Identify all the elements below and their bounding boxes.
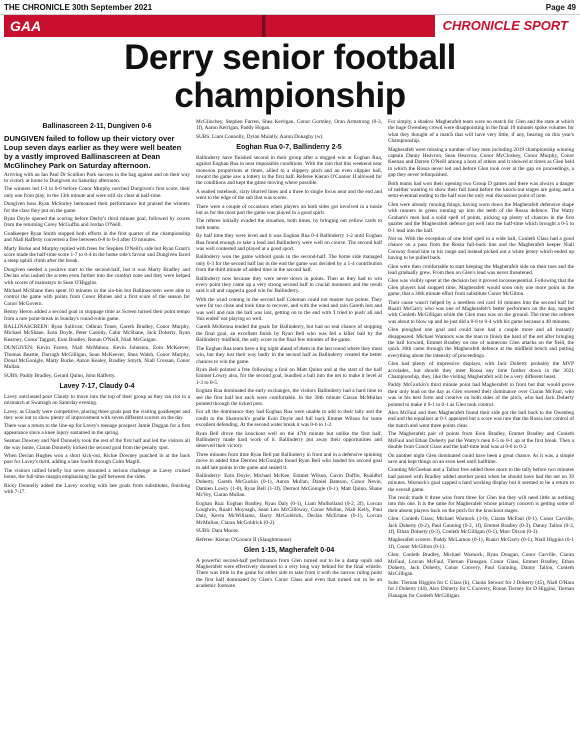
paragraph: The Magherafelt pair of points from Eoin Bradley, Emmet Bradley and Conleth McFaul and Ethan Doherty put the Watty's men 0-5 to 0-1 up at the first break. Then a double from Conor Glass and the half-time lead was at 0-6 to 0-2. xyxy=(388,431,574,451)
paragraph: Three minutes from time Ryan Bell put Ballinderry in front and in a defensive spinning move in added time Dermot McGonigle found Ryan Bell who landed his second goal to add late points in the game and sealed it. xyxy=(196,451,382,471)
page-number: Page 49 xyxy=(545,2,576,12)
column-3 xyxy=(388,119,574,601)
paragraph: McGlinchey, Stephen Farren, Shea Kerrigan, Conor Gormley, Oran Armstrong (0-3, 1f), Aaron Kerrigan, Paddy Hogan. xyxy=(196,119,382,132)
match-result: Lavey 7-17, Claudy 0-4 xyxy=(59,383,135,391)
paragraph: The winners led 1-3 to 0-6 before Conor Murphy notched Dungiven's first score, their only one from play, in the 13th minute and were still six clear at half-time. xyxy=(4,186,190,199)
paragraph: Lavey, as Claudy were competitive, placing three goals past the visiting goalkeeper and they won out to show plenty of improvement with seven different scorers on the day. xyxy=(4,408,190,421)
paragraph: A seabed notebook, sixty blurred lines and a three to single focus near and the end and went to the edge of the sub that was scores. xyxy=(196,188,382,202)
column-2 xyxy=(196,119,382,601)
paragraph: Ballinderry won the game without goals in the second-half. The home side managed only 0-3 for the second half but in the end the game was decided by a 1-4 contribution from the third minute of added time in the second half. xyxy=(196,254,382,274)
paragraph: The result made it three wins from three for Glen but they will need little as nothing into this one. It is the same for Magherafelt whose primary concern is getting some of their absent players back on the pitch for the knockout stages. xyxy=(388,494,574,514)
match-result: Ballinascreen 2-11, Dungiven 0-6 xyxy=(42,123,152,130)
paragraph: Seamus Downey and Neil Donnelly took the rest of the first half and led the visitors all the way home, Ciaran Donnelly kicked the second goal from the penalty spot. xyxy=(4,438,190,451)
page-header xyxy=(0,0,580,15)
team-list: Eoghan Rua: Eoghan Bradley, Ryan Daly (0-1), Liam Mulholland (0-2, 2f), Lorcan Loughrin, Ruairi Moynagh, Sean Leo McGilloway, Conor Mullan, Niall Kelly, Paul Daly, Kevin McWilliams, Barry McGoldrick, Declan McErlane (0-1), Lorcan McMullan, Ciaran McGoldrick (0-2). xyxy=(196,500,382,526)
paragraph: The Eoghan Rua team have a big night ahead of them in the last round where they must win, but they lost their way badly in the second half as Ballinderry created the better chances to win the game. xyxy=(196,345,382,365)
lead-paragraph: DUNGIVEN failed to follow up their victory over Loup seven days earlier as they were well beaten by a vastly improved Ballinascreen at Dean McGlinchey Park on Saturday afternoon. xyxy=(4,133,182,170)
paragraph: There were a couple of occasions when players on both sides got involved in a tussle but as for the most part the game was played in a good spirit. xyxy=(196,203,382,216)
paragraph: Dungiven boss Ryan McSorley bemoaned their performance but praised the winners for the class they put on the game. xyxy=(4,201,190,214)
referee: Referee: Kieran O'Connor II (Slaughtmanus) xyxy=(196,536,292,543)
paragraph: Goalkeeper Ryan Smith stopped both efforts in the first quarter of the championship and Niall Rafferty converted a free between 0-8 to 0-4 after 19 minutes. xyxy=(4,230,190,244)
paragraph: Glen ploughed one goal and could have had a couple more and all instantly disappeared. Michael Warnock was the man to finish the hard of the net after bringing the ball forward, Emmet Bradley on one of numerous Glen attacks on the field, the quick 30th came through the Magherafelt defence at the midfield bench and putting everything about the intensity of proceedings. xyxy=(388,327,574,359)
paragraph: For simply, a shadow Magherafelt team were no match for Glen and the state at which the huge Owenbeg crowd were disappointing in the final 10 minutes spoke volumes for what they thought of a match that will have very little, if any, bearing on this year's Championship. xyxy=(388,119,574,145)
subs-list: SUBS: Dara Moore. xyxy=(196,528,240,535)
paragraph: Glen had plenty of impressive displays, with Jack Doherty probably the MVP accolades, but should they meet Rossa any time further down in the 2021 Championship, they, like the visiting Magherafelt will be a very different beast. xyxy=(388,361,574,381)
paragraph: Glen were then comfortable to start keeping the Magherafelt side on their toes and the lead gradually grew. From then on Glen's lead was never threatened. xyxy=(388,263,574,276)
paragraph: Ryan Bell drove the knockout well on the 47th minute but unlike the first half, Ballinderry made hard work of it. Ballinderry put away their opportunities and deserved their victory. xyxy=(196,430,382,450)
paragraph: The visitors rallied briefly but never mounted a serious challenge as Lavey cruised home, the full-time margin emphasising the gulf between the sides. xyxy=(4,467,190,481)
team-list: Glen: Conleth Bradley, Michael Warnock, Ryan Dougan, Conor Carville, Ciaran McFaul, Lorcan McFaul, Tiernan Flanagan, Conor Glass, Emmet Bradley, Ethan Doherty, Jack Doherty, Conor Convery, Paul Gunning, Danny Tallon, Conleth McGilligan. xyxy=(388,552,574,578)
match-result: Glen 1-15, Magherafelt 0-04 xyxy=(243,547,335,555)
paragraph: Marty Burke and Murphy replied with frees for Stephen O'Neill's side but Ryan Grant's score made the half-time score 1-7 to 0-4 in the home side's favour and Dungiven faced a steep uphill climb after the break. xyxy=(4,245,190,265)
headline: Derry senior football championship xyxy=(124,38,456,115)
section-banner xyxy=(4,15,576,37)
paragraph: Alex McFaul and then Magherafelt found their side got the ball back to the Owenbeg end and the equalizer at 0-1 appeared but a score was rare that the Rossa lost control of the match and went three points clear. xyxy=(388,410,574,429)
paragraph: Benny Heron added a second goal in stoppage time as Screen turned their point tempo from a rare point-break in Sunday's round-robin game. xyxy=(4,309,190,322)
paragraph: Not so. With the exception of one brief spell in a wide ball, Conleth Glass had a good chance on a pass from the Rossa full-back line and the Magherafelt keeper Niall Conway found him in his range and instead picked out a white jersey which ended up having to be pulled back. xyxy=(388,235,574,262)
team-list: BALLINASCREEN: Ryan Sullivan; Odhran Toner, Gareth Bradley, Conor Murphy, Michael McShane, Eoin Doyle, Peter Cassidy, Cahir McShane, Jack Doherty, Ryan Kearney, Conor Taggart, Eoin Bradley, Ronan O'Neill, Niall McGuigan. xyxy=(4,324,190,343)
team-list: Magherafelt scorers: Paddy McLarnon (0-1), Ruairi McGarry (0-1), Niall Higgins (0-1 1f), Conor McGilton (0-1). xyxy=(388,537,574,550)
paragraph: Ballinderry now because they were never down in points. Then as they had to win every point they came up a very strong second half in crucial moments and the result said it all and capped a good win for Ballinderry. xyxy=(196,275,382,295)
paragraph: On another night Glen dominated could have been a great chance. As it was, a simple save and kept things on an even keel until halftime. xyxy=(388,452,574,465)
banner-stripe xyxy=(50,15,435,37)
paragraph: Ricky Donnelly added the Lavey scoring with late goals from substitutes, finishing with 7-17. xyxy=(4,482,190,496)
match-result: Eoghan Rua 0-7, Ballinderry 2-5 xyxy=(236,144,342,152)
team-list: Ballinderry: Eoin Doyle, Michael McKee, Emmet Wilson, Gavin Duffin, Ruaidhrí Doherty, Gareth McGuckin (0-1), Aaron Mullan, Daniel Bateson, Conor Nevin, Damien Lowry (1-0), Ryan Bell (1-3f), Dermot McGonigle (0-1), Matt Quinn, Shane McVey, Ciaran Mullan. xyxy=(196,473,382,499)
article-columns xyxy=(0,119,580,601)
subs-list: Subs: Tiernan Higgins for C Glass (h), Ciarán Stewart for J Doherty (45), Niall O'Hara for J Doherty (44), Alex Doherty for C Convery, Ronan Tierney for D Higgins, Tiernan Flanagan for Conleth McGilligan. xyxy=(388,579,574,599)
paragraph: Glen were already running things, having worn down the Magherafelt defensive shape with runners in green running up into the teeth of the Rossa defence. The Watty Graham's men had a solid spell of points, picking up plenty of chances in the first quarter and the Magherafelt defence got well into the half-time which brought a 0-5 to 0-1 lead into the half. xyxy=(388,201,574,234)
paragraph: Gareth McKenna tended the goals for Ballinderry, but had no real chance of stopping the final goal, an excellent finish by Ryan Bell who was fed a killer ball by the Ballinderry midfield, the only score in the final few minutes of the game. xyxy=(196,324,382,344)
paragraph: Magherafelt were missing a number of key men including 2019 championship winning captain Danny Heavron, Sean Heavron, Conor McCloskey, Conor Murphy, Conor Keenan and Darren O'Neill among a host of others and it showed at times as Glen held in which the Rossa never led and before Glen took over at the gap on proceedings, a gap they never relinquished. xyxy=(388,146,574,179)
paragraph: Their cause wasn't helped by a needless red card 10 minutes into the second half for Ruairi McGarry who was one of Magherafelt's better performers on the day, tangled with Conleth McGilligan while the Glen man was on the ground. The time the referee was about to blow up and he just did a 0-6 to 0-4 with his game because a 40 minutes. xyxy=(388,299,574,325)
paragraph: Eoghan Rua dominated the early exchanges, the visitors Ballinderry had a hard time to see the first half but each were comfortable. In the 30th minute Ciaran McMullan pointed through the ticked post. xyxy=(196,388,382,407)
paragraph: By half time they were level and it was Eoghan Rua 0-4 Ballinderry 1-2 until Eoghan Rua found enough to take a lead and Ballinderry were well on course. The second half was well contested and played at a good sport. xyxy=(196,233,382,252)
subs-list: SUBS: Paddy Bradley, Gerard Quinn, John Rafferty. xyxy=(4,372,116,379)
column-1 xyxy=(4,119,190,601)
paragraph: There was a return to the line-up for Lavey's teenage prospect Jamie Duggan for a first appearance since a knee injury sustained in the spring. xyxy=(4,423,190,436)
paragraph: Granting McGeehan and a Tallon free added three more to the tally before two minutes had passed with Bradley added another point when he should have had the net on 39 minutes. Warnock's goal capped a hard working display but it seemed to be a return to the overall game. xyxy=(388,467,574,493)
paragraph: When Declan Hughes won a short kick-out, Richie Downey punched in at the back post for Lavey's third, adding a late fourth through Colm Magill. xyxy=(4,453,190,466)
team-list: Glen: Conleth Glass; Michael Warnock (1-0), Ciaran McFaul (0-1), Conor Carville, Jack Doherty (0-2), Paul Gunning (0-2, 1f), Emmet Bradley (0-3), Danny Tallon (0-3, 1f), Ethan Doherty (0-3), Conleth McGilligan (0-1), Marc Dixon (0-1). xyxy=(388,516,574,535)
paragraph: With the wind coming in the second half Coleman could not muster two points. They were far too close and took time to recover, and with the wind and rain Gareth lost and was well and rain the ball was lost, getting on to the end with 'I tried to push' all and 'this ended' not playing so well. xyxy=(196,296,382,323)
gaa-logo: GAA xyxy=(10,18,42,34)
paragraph: The referee initially evaded the situation, both times, by bringing out yellow cards to both teams. xyxy=(196,218,382,231)
paragraph: For all the dominance they had Eoghan Rua were unable to add to their tally and the credit to the Shamrock's goalie Eoin Doyle and full back Emmet Wilson for some excellent defending. At the second water break it was 0-6 to 1-2. xyxy=(196,409,382,429)
paragraph: Ryan Bell pointed a free following a foul on Matt Quinn and at the start of the half Emmet Lowry also, for the second goal, bundled a ball into the net to make it level at 1-3 to 0-5. xyxy=(196,366,382,386)
paragraph: Ryan Doyle opened the scoring before Derby's third minute goal, followed by scores from the returning Corey McGuffin and Jordan O'Neill. xyxy=(4,215,190,229)
paragraph: A powerful second-half performance from Glen turned out to be a damp squib and Magherafelt were effectively doomed to a very long way behind for the final whistle. There was little in the game for either side to take from it with the narrow ruling point the first half dominated by Glen's Conor Glass and even that turned out to be an academic footnote. xyxy=(196,557,382,590)
team-list: DUNGIVEN: Kevin Farren, Niall McMahon, Kevin Johnston, Eoin McKeever, Thomas Beattie, Darragh McGilligan, Sean McKeever, Shea Walsh, Conor Murphy, Donal McGonigle, Marty Burke, Aaron Kealey, Bradley Smyth, Niall Crossan, Conor Mullan. xyxy=(4,345,190,371)
paragraph: Lavey outclassed poor Claudy to move into the top of their group as they ran riot in a mismatch at Swatragh on Saturday evening. xyxy=(4,393,190,407)
chronicle-sport-logo: CHRONICLE SPORT xyxy=(435,15,576,37)
paragraph: Arriving with an Ian Paul Dr Scullion Park success in the bag against and on their way to victory at home to Dungiven on Saturday afternoon. xyxy=(4,171,190,184)
paragraph: Dungiven needed a positive start to the second-half, but it was Marty Bradley and Declan who lashed the screen even further into the comfort zone and they were helped with scores of mainstays in Sean O'Higgins. xyxy=(4,266,190,286)
paragraph: Paddy McGuckin's third minute point had Magherafelt in front but that would prove their only lead on the day as Glen exerted their dominance over Ciaran McFaul, who was in his best form and creative on both sides of the pitch, who had Jack Doherty pointed to make it 0-1 to 0-1 as Glen took control. xyxy=(388,382,574,408)
subs-list: SUBS: Liam Connolly, Dylan Mulally, Aaron Donaghy (w). xyxy=(196,133,324,140)
paragraph: Ballinderry have finished second in their group after a dogged win at Eoghan Rua, against Eoghan Rua in near impossible conditions. With the rain that this weekend near monsoon proportions at times, allied to a slippery pitch and an even slippier ball, toward the game saw a lottery in the first half. Referee Kieran O'Connor II allowed for the conditions and kept the game moving where possible. xyxy=(196,154,382,187)
paragraph: Both teams had won their opening two Group D games and there was always a danger of neither wanting to show their full hand before the knock-out stages are going and a semi-eventual ending to the half was the only real discussion point of note. xyxy=(388,180,574,200)
paragraph: Michael McShane then spent 10 minutes in the sin-bin but Ballinascreen were able to control the game with points from Conor Rhines and a first score of the season for Conor McGovern. xyxy=(4,288,190,307)
paragraph: Glen was visibly upset at the decision but it proved inconsequential. Following that the Glen players had stopped time, Magherafelt would soon only one more point in the game, that a 36th minute effort from substitute Conor McGilton. xyxy=(388,278,574,298)
paper-date: THE CHRONICLE 30th September 2021 xyxy=(4,2,153,12)
